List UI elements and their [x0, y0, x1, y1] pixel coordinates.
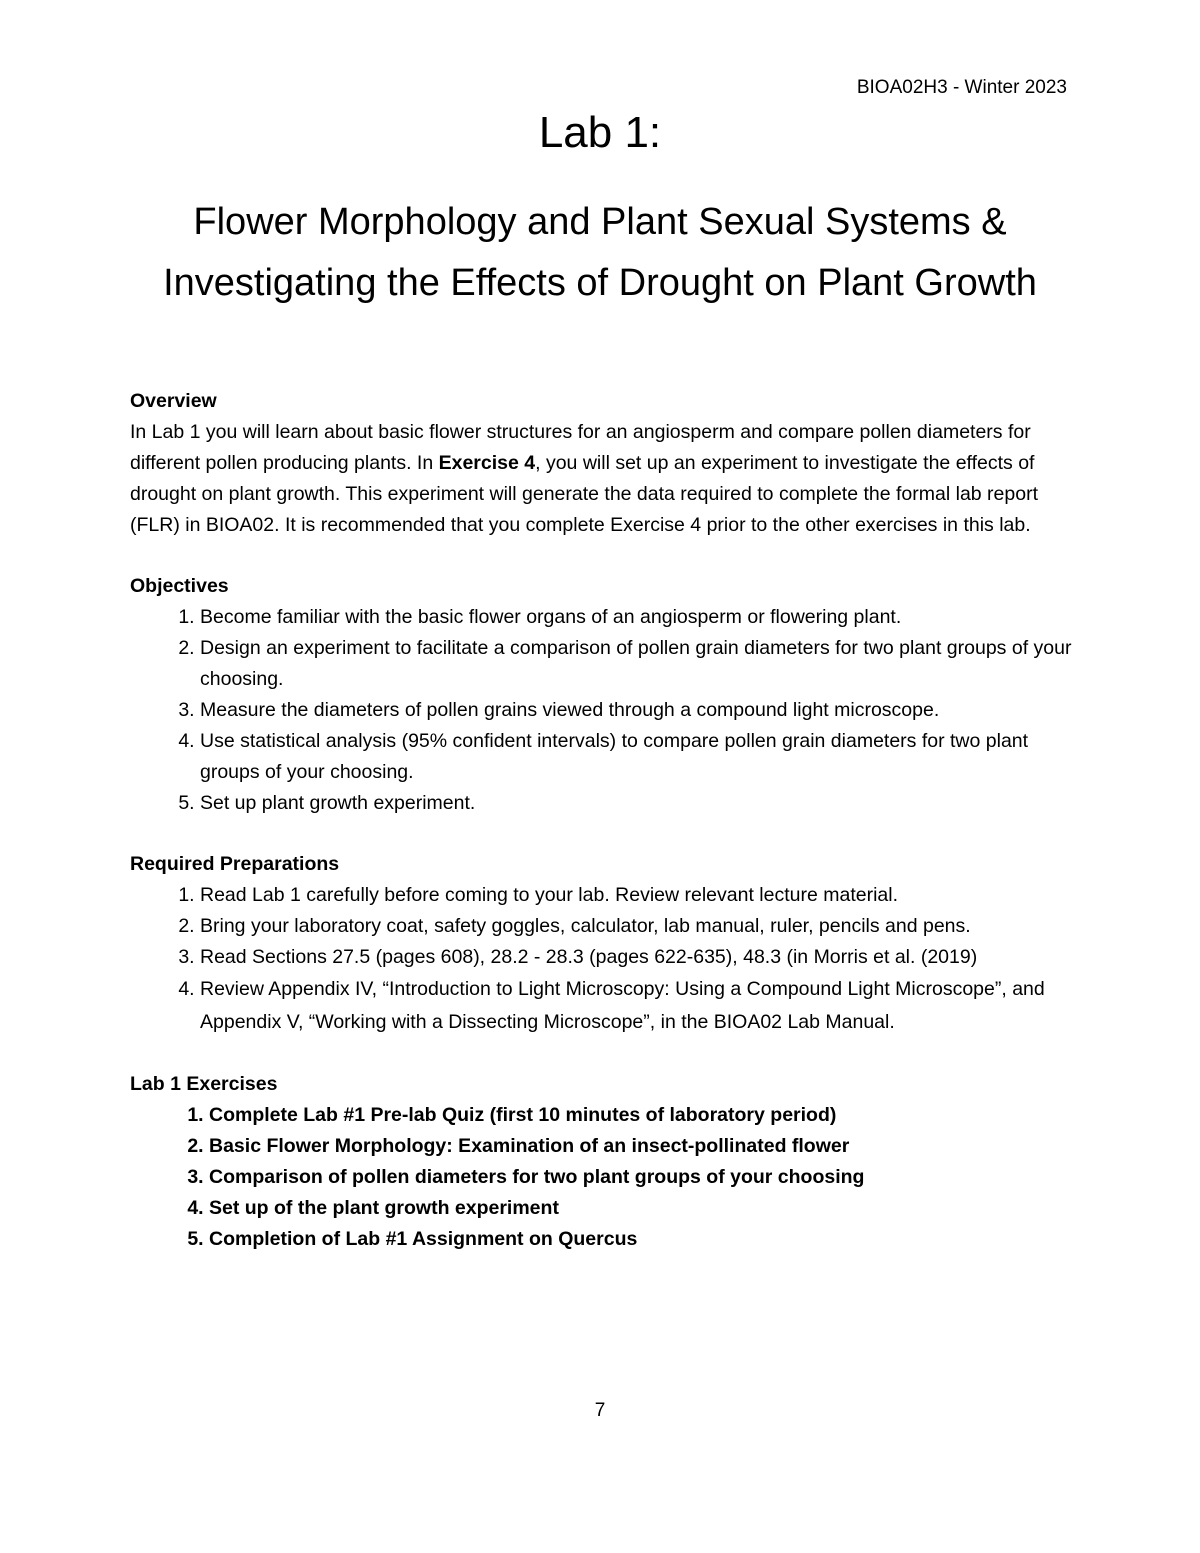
objective-item: 1. Become familiar with the basic flower organs of an angiosperm or flowering plant.	[200, 602, 1080, 633]
preparations-list	[130, 880, 1080, 1039]
exercises-list	[130, 1100, 1080, 1255]
course-header: BIOA02H3 - Winter 2023	[856, 77, 1067, 98]
preparation-item: 4. Review Appendix IV, “Introduction to Light Microscopy: Using a Compound Light Microscope”, and Appendix V, “Working with a Dissecting Microscope”, in the BIOA02 Lab Manual.	[200, 973, 1080, 1039]
overview-text-part1: In Lab 1 you will learn about basic flower structures for an angiosperm and compare pollen diameters for different pollen producing plants. In	[130, 421, 1031, 474]
overview-heading: Overview	[130, 390, 217, 412]
page-number: 7	[594, 1400, 606, 1421]
objective-item: 5. Set up plant growth experiment.	[200, 788, 1080, 819]
exercise-item: 3. Comparison of pollen diameters for two plant groups of your choosing	[209, 1162, 1080, 1193]
exercise-item: 4. Set up of the plant growth experiment	[209, 1193, 1080, 1224]
overview-text-part2: , you will set up an experiment to investigate the effects of drought on plant growth. This experiment will generate the data required to complete the formal lab report (FLR) in BIOA02. It is recommended that you complete Exercise 4 prior to the other exercises in this lab.	[130, 452, 1038, 536]
lab-title: Lab 1:	[538, 108, 662, 157]
preparation-item: 1. Read Lab 1 carefully before coming to your lab. Review relevant lecture material.	[200, 880, 1080, 911]
main-content	[130, 386, 1080, 1255]
objectives-heading: Objectives	[130, 575, 229, 597]
preparation-item: 3. Read Sections 27.5 (pages 608), 28.2 - 28.3 (pages 622-635), 48.3 (in Morris et al. (2019)	[200, 942, 1080, 973]
objective-item: 3. Measure the diameters of pollen grains viewed through a compound light microscope.	[200, 695, 1080, 726]
exercise-item: 1. Complete Lab #1 Pre-lab Quiz (first 10 minutes of laboratory period)	[209, 1100, 1080, 1131]
lab-subtitle: Flower Morphology and Plant Sexual Systems & Investigating the Effects of Drought on Plant Growth	[163, 201, 1037, 304]
overview-bold-exercise: Exercise 4	[438, 452, 536, 474]
exercise-item: 5. Completion of Lab #1 Assignment on Quercus	[209, 1224, 1080, 1255]
objective-item: 4. Use statistical analysis (95% confident intervals) to compare pollen grain diameters for two plant groups of your choosing.	[200, 726, 1080, 788]
preparations-heading: Required Preparations	[130, 853, 340, 875]
preparation-item: 2. Bring your laboratory coat, safety goggles, calculator, lab manual, ruler, pencils and pens.	[200, 911, 1080, 942]
objective-item: 2. Design an experiment to facilitate a comparison of pollen grain diameters for two plant groups of your choosing.	[200, 633, 1080, 695]
exercises-heading: Lab 1 Exercises	[130, 1073, 278, 1095]
objectives-list	[130, 602, 1080, 819]
overview-text	[130, 417, 1080, 541]
exercise-item: 2. Basic Flower Morphology: Examination of an insect-pollinated flower	[209, 1131, 1080, 1162]
